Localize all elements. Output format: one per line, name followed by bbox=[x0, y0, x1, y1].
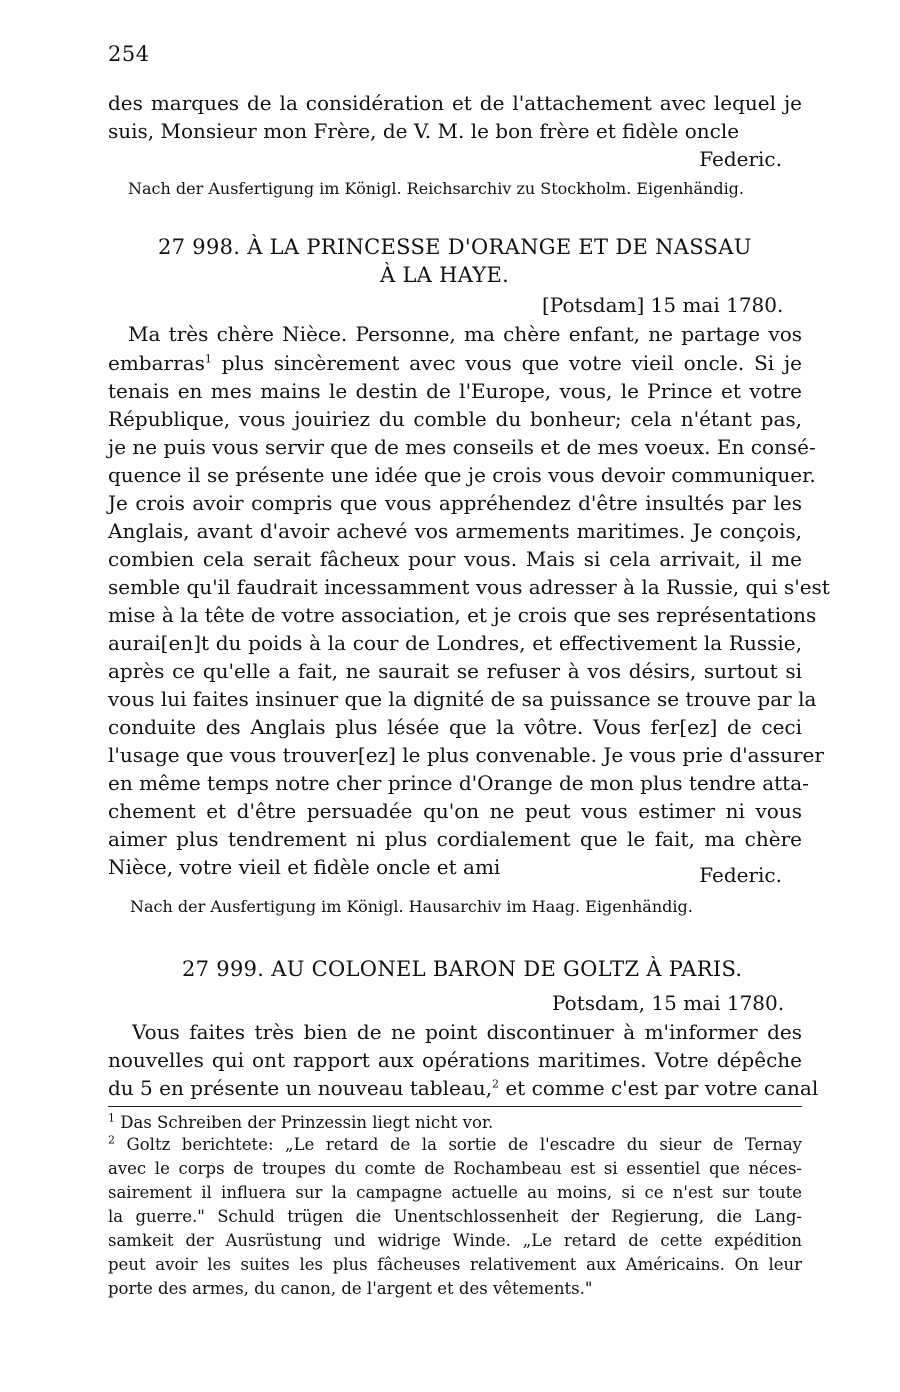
body-line: Nièce, votre vieil et fidèle oncle et ami bbox=[108, 855, 501, 879]
body-line: aurai[en]t du poids à la cour de Londres, et effectivement la Russie, bbox=[108, 631, 802, 655]
body-line: combien cela serait fâcheux pour vous. Mais si cela arrivait, il me bbox=[108, 547, 802, 571]
footnote bbox=[108, 1132, 802, 1158]
dateline: Potsdam, 15 mai 1780. bbox=[552, 991, 785, 1015]
footnote-text: Goltz berichtete: „Le retard de la sortie de l'escadre du sieur de Ternay bbox=[126, 1135, 802, 1154]
body-line: conduite des Anglais plus lésée que la vôtre. Vous fer[ez] de ceci bbox=[108, 715, 802, 739]
body-text: et comme c'est par votre canal bbox=[505, 1076, 819, 1100]
body-line bbox=[108, 350, 802, 376]
source-note: Nach der Ausfertigung im Königl. Reichsarchiv zu Stockholm. Eigenhändig. bbox=[128, 179, 745, 198]
body-line: l'usage que vous trouver[ez] le plus convenable. Je vous prie d'assurer bbox=[108, 743, 824, 767]
dateline: [Potsdam] 15 mai 1780. bbox=[542, 293, 784, 317]
signature: Federic. bbox=[699, 147, 782, 171]
body-line: des marques de la considération et de l'attachement avec lequel je bbox=[108, 91, 802, 115]
footnote: porte des armes, du canon, de l'argent et des vêtements." bbox=[108, 1279, 593, 1298]
footnote-text: Das Schreiben der Prinzessin liegt nicht vor. bbox=[120, 1113, 494, 1132]
body-line: Anglais, avant d'avoir achevé vos armements maritimes. Je conçois, bbox=[108, 519, 802, 543]
body-line: aimer plus tendrement ni plus cordialement que le fait, ma chère bbox=[108, 827, 802, 851]
body-line: Vous faites très bien de ne point discontinuer à m'informer des bbox=[132, 1020, 802, 1044]
page-number: 254 bbox=[108, 42, 150, 66]
body-line: République, vous jouiriez du comble du bonheur; cela n'étant pas, bbox=[108, 407, 802, 431]
body-line: Je crois avoir compris que vous appréhendez d'être insultés par les bbox=[108, 491, 802, 515]
body-line: tenais en mes mains le destin de l'Europe, vous, le Prince et votre bbox=[108, 379, 802, 403]
letter-heading: 27 998. À LA PRINCESSE D'ORANGE ET DE NASSAU bbox=[158, 235, 752, 259]
footnote: sairement il influera sur la campagne actuelle au moins, si ce n'est sur toute bbox=[108, 1183, 802, 1202]
footnote-number: 1 bbox=[108, 1111, 115, 1125]
body-text: du 5 en présente un nouveau tableau, bbox=[108, 1076, 492, 1100]
body-line: après ce qu'elle a fait, ne saurait se refuser à vos désirs, surtout si bbox=[108, 659, 802, 683]
body-line: Ma très chère Nièce. Personne, ma chère enfant, ne partage vos bbox=[128, 322, 802, 346]
footnote: peut avoir les suites les plus fâcheuses relativement aux Américains. On leur bbox=[108, 1255, 802, 1274]
footnote: samkeit der Ausrüstung und widrige Winde. „Le retard de cette expédition bbox=[108, 1231, 802, 1250]
footnote: avec le corps de troupes du comte de Rochambeau est si essentiel que néces- bbox=[108, 1159, 802, 1178]
footnote-ref: 2 bbox=[491, 1077, 499, 1091]
body-line: semble qu'il faudrait incessamment vous adresser à la Russie, qui s'est bbox=[108, 575, 830, 599]
footnote-rule bbox=[108, 1106, 802, 1107]
footnote: la guerre." Schuld trügen die Unentschlossenheit der Regierung, die Lang- bbox=[108, 1207, 802, 1226]
letter-heading: 27 999. AU COLONEL BARON DE GOLTZ À PARIS. bbox=[182, 957, 743, 981]
body-line: vous lui faites insinuer que la dignité de sa puissance se trouve par la bbox=[108, 687, 817, 711]
body-line: nouvelles qui ont rapport aux opérations maritimes. Votre dépêche bbox=[108, 1048, 802, 1072]
body-text: plus sincèrement avec vous que votre vieil oncle. Si je bbox=[221, 351, 802, 375]
body-line: quence il se présente une idée que je crois vous devoir communiquer. bbox=[108, 463, 816, 487]
footnote-number: 2 bbox=[108, 1133, 115, 1147]
signature: Federic. bbox=[699, 863, 782, 887]
body-line: mise à la tête de votre association, et je crois que ses représentations bbox=[108, 603, 817, 627]
body-line: je ne puis vous servir que de mes conseils et de mes voeux. En consé- bbox=[108, 435, 816, 459]
source-note: Nach der Ausfertigung im Königl. Hausarchiv im Haag. Eigenhändig. bbox=[130, 897, 693, 916]
body-line bbox=[108, 1075, 819, 1101]
body-line: chement et d'être persuadée qu'on ne peut vous estimer ni vous bbox=[108, 799, 802, 823]
footnote-ref: 1 bbox=[204, 352, 212, 366]
body-line: en même temps notre cher prince d'Orange de mon plus tendre atta- bbox=[108, 771, 809, 795]
letter-heading-cont: À LA HAYE. bbox=[380, 263, 510, 287]
body-text: embarras bbox=[108, 351, 205, 375]
body-line: suis, Monsieur mon Frère, de V. M. le bon frère et fidèle oncle bbox=[108, 119, 740, 143]
